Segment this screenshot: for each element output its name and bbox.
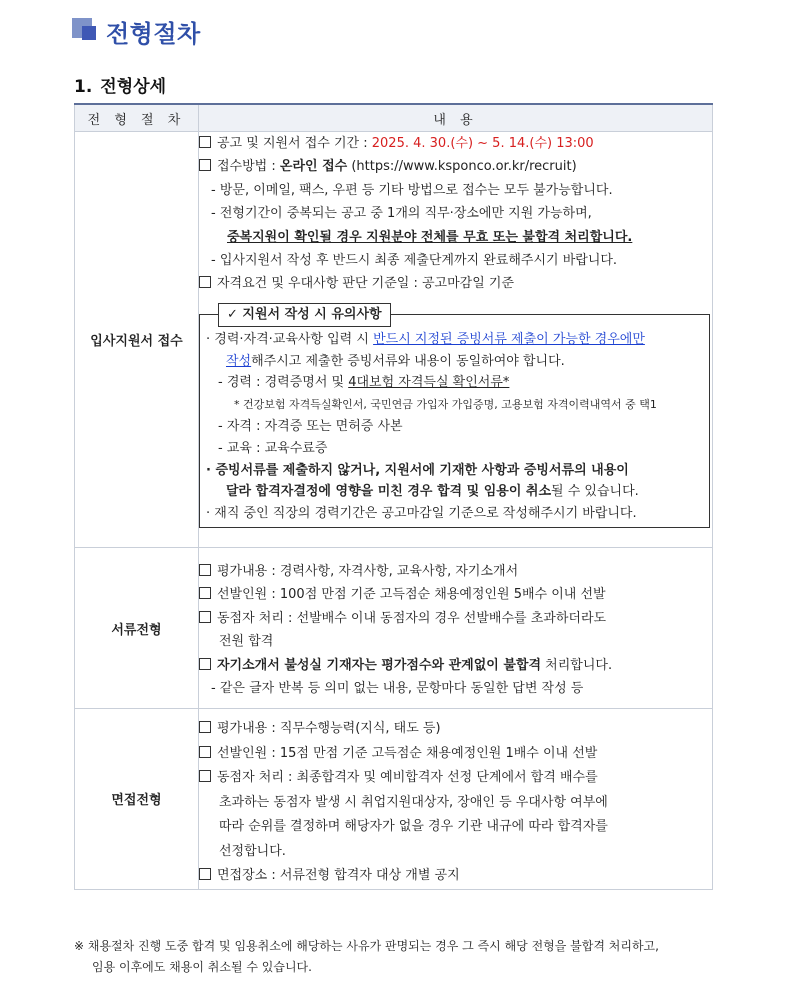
header-procedure: 전 형 절 차	[75, 104, 199, 132]
method-sub2: - 전형기간이 중복되는 공고 중 1개의 직무·장소에만 지원 가능하며,	[211, 206, 592, 222]
notice-item1-link: 반드시 지정된 증빙서류 제출이 가능한 경우에만	[373, 331, 645, 347]
interview-item1: 평가내용 : 직무수행능력(지식, 태도 등)	[199, 717, 712, 742]
notice-item1-cont: 작성해주시고 제출한 증빙서류와 내용이 동일하여야 합니다.	[226, 353, 565, 369]
checkbox-icon	[199, 136, 211, 148]
header-content: 내 용	[199, 104, 713, 132]
document-item3-cont: 전원 합격	[219, 634, 274, 650]
checkbox-icon	[199, 587, 211, 599]
notice-career: - 경력 : 경력증명서 및 4대보험 자격득실 확인서류*	[218, 375, 510, 391]
checkbox-icon	[199, 276, 211, 288]
notice-career-footnote: * 건강보험 자격득실확인서, 국민연금 가입자 가입증명, 고용보험 자격이력내역서 중 택1	[234, 398, 657, 412]
page-title: 전형절차	[106, 20, 201, 48]
interview-item4: 면접장소 : 서류전형 합격자 대상 개별 공지	[199, 864, 712, 889]
method-sub1: - 방문, 이메일, 팩스, 우편 등 기타 방법으로 접수는 모두 불가능합니다.	[211, 182, 613, 198]
table-row-document	[75, 548, 713, 709]
interview-item3-cont2: 따라 순위를 결정하며 해당자가 없을 경우 기관 내규에 따라 합격자를	[219, 819, 608, 834]
notice-edu: - 교육 : 교육수료증	[218, 440, 328, 456]
notice-item2: · 증빙서류를 제출하지 않거나, 지원서에 기재한 사항과 증빙서류의 내용이	[206, 462, 629, 478]
notice-item3: · 재직 중인 직장의 경력기간은 공고마감일 기준으로 작성해주시기 바랍니다.	[206, 506, 637, 522]
interview-item3: 동점자 처리 : 최종합격자 및 예비합격자 선정 단계에서 합격 배수를	[199, 766, 712, 791]
row-content-interview	[199, 709, 713, 890]
interview-item3-cont3: 선정합니다.	[219, 843, 286, 859]
subsection-number: 1.	[74, 77, 93, 97]
application-period: 공고 및 지원서 접수 기간 : 2025. 4. 30.(수) ~ 5. 14.(수) 13:00	[199, 132, 712, 155]
checkbox-icon	[199, 159, 211, 171]
subsection-title-text: 전형상세	[100, 77, 166, 97]
row-label-interview: 면접전형	[75, 709, 199, 890]
row-content-application	[199, 132, 713, 548]
subsection-title	[74, 72, 166, 97]
notice-title: ✓ 지원서 작성 시 유의사항	[218, 303, 391, 327]
row-label-application: 입사지원서 접수	[75, 132, 199, 548]
checkbox-icon	[199, 721, 211, 733]
checkbox-icon	[199, 746, 211, 758]
row-content-document	[199, 548, 713, 709]
footnote-line2: 임용 이후에도 채용이 취소될 수 있습니다.	[92, 960, 312, 974]
checkbox-icon	[199, 868, 211, 880]
interview-item3-cont1: 초과하는 동점자 발생 시 취업지원대상자, 장애인 등 우대사항 여부에	[219, 794, 608, 810]
recruit-url: (https://www.ksponco.or.kr/recruit)	[347, 159, 577, 175]
checkbox-icon	[199, 658, 211, 670]
table-row-application	[75, 132, 713, 548]
criteria-date: 자격요건 및 우대사항 판단 기준일 : 공고마감일 기준	[199, 272, 712, 295]
notice-item1: · 경력·자격·교육사항 입력 시 반드시 지정된 증빙서류 제출이 가능한 경우에만	[206, 331, 645, 347]
footnote-line1: ※ 채용절차 진행 도중 합격 및 임용취소에 해당하는 사유가 판명되는 경우 그 즉시 해당 전형을 불합격 처리하고,	[74, 939, 659, 953]
table-header-row	[75, 104, 713, 132]
application-method: 접수방법 : 온라인 접수 (https://www.ksponco.or.kr/recruit)	[199, 155, 712, 178]
document-item3: 동점자 처리 : 선발배수 이내 동점자의 경우 선발배수를 초과하더라도	[199, 607, 712, 630]
interview-item2: 선발인원 : 15점 만점 기준 고득점순 채용예정인원 1배수 이내 선발	[199, 742, 712, 767]
document-item1: 평가내용 : 경력사항, 자격사항, 교육사항, 자기소개서	[199, 560, 712, 583]
notice-box	[199, 306, 710, 528]
procedure-table	[74, 103, 713, 890]
notice-cert: - 자격 : 자격증 또는 면허증 사본	[218, 419, 403, 435]
footnote	[74, 936, 714, 978]
table-row-interview	[75, 709, 713, 890]
checkbox-icon	[199, 611, 211, 623]
row-label-document: 서류전형	[75, 548, 199, 709]
document-item4-sub: - 같은 글자 반복 등 의미 없는 내용, 문항마다 동일한 답변 작성 등	[211, 681, 584, 697]
application-period-value: 2025. 4. 30.(수) ~ 5. 14.(수) 13:00	[371, 136, 594, 151]
method-sub2-cont: 중복지원이 확인될 경우 지원분야 전체를 무효 또는 불합격 처리합니다.	[227, 229, 633, 245]
heading-square-accent-icon	[82, 26, 96, 40]
notice-item2-cont: 달라 합격자결정에 영향을 미친 경우 합격 및 임용이 취소될 수 있습니다.	[226, 484, 639, 500]
method-sub3: - 입사지원서 작성 후 반드시 최종 제출단계까지 완료해주시기 바랍니다.	[211, 253, 618, 269]
checkbox-icon	[199, 770, 211, 782]
document-item2: 선발인원 : 100점 만점 기준 고득점순 채용예정인원 5배수 이내 선발	[199, 583, 712, 606]
document-item4: 자기소개서 불성실 기재자는 평가점수와 관계없이 불합격 처리합니다.	[199, 654, 712, 677]
checkbox-icon	[199, 564, 211, 576]
